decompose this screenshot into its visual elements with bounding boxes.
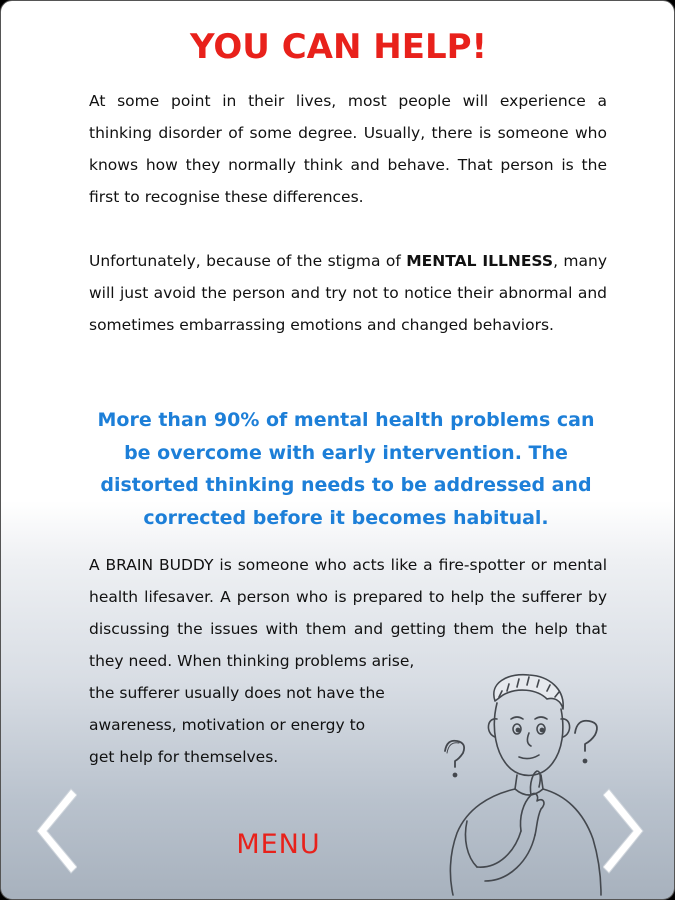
stigma-paragraph [89, 245, 607, 341]
highlight-statement: More than 90% of mental health problems can be overcome with early intervention. The distorted thinking needs to be addressed and corrected before it becomes habitual. [97, 409, 595, 529]
thinking-person-icon [437, 671, 617, 896]
stigma-text-before: Unfortunately, because of the stigma of [89, 252, 407, 270]
stigma-text-after: , many will just avoid the person and try not to notice their abnormal and sometimes embarrassing emotions and changed behaviors. [89, 252, 607, 334]
menu-button[interactable]: MENU [236, 829, 321, 860]
tail-line: get help for themselves. [89, 748, 279, 766]
intro-paragraph: At some point in their lives, most people will experience a thinking disorder of some degree. Usually, there is someone who knows how they normally think and behave. That person is the first to recognise these differences. [89, 92, 607, 206]
tail-line: awareness, motivation or energy to [89, 716, 366, 734]
brain-buddy-paragraph: A BRAIN BUDDY is someone who acts like a fire-spotter or mental health lifesaver. A person who is prepared to help the sufferer by discussing the issues with them and getting them the help that they need. When thinking problems arise, [89, 556, 607, 670]
chevron-right-icon[interactable] [603, 785, 647, 877]
tail-line: the sufferer usually does not have the [89, 684, 385, 702]
mental-illness-emphasis: MENTAL ILLNESS [406, 252, 554, 270]
page-title: YOU CAN HELP! [189, 27, 488, 67]
brain-buddy-paragraph-tail [89, 677, 385, 773]
